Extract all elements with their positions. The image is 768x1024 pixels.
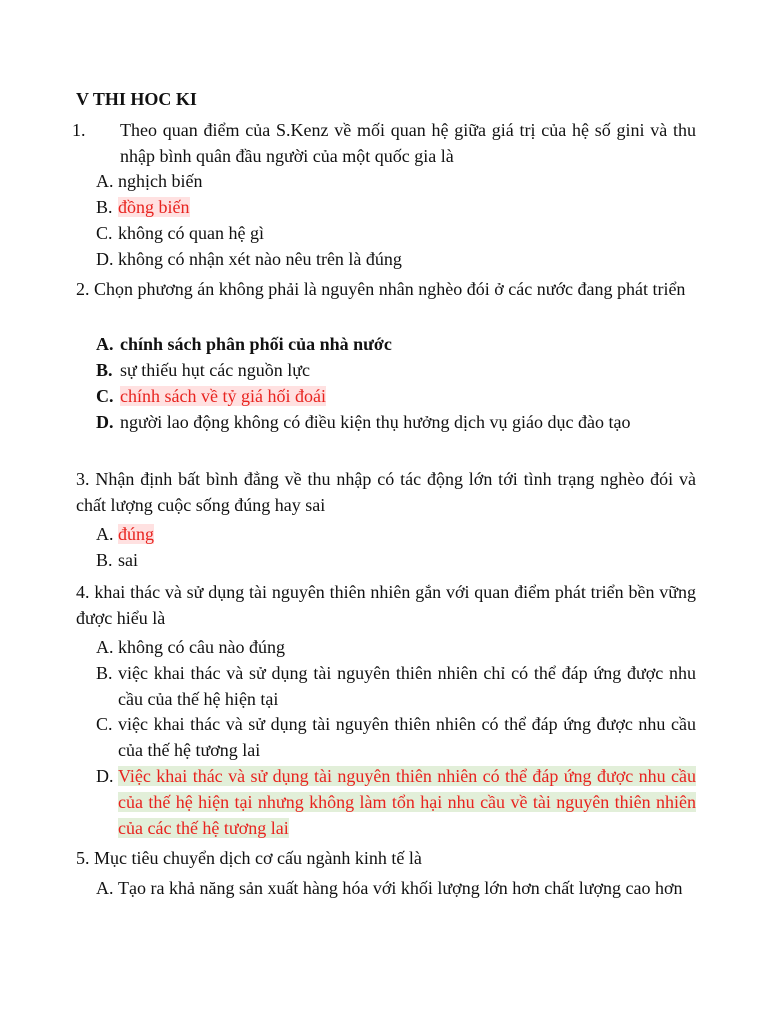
question-text: Nhận định bất bình đẳng về thu nhập có tác động lớn tới tình trạng nghèo đói và chất lượng cuộc sống đúng hay sai: [76, 469, 696, 515]
question-4-option-d: D. Việc khai thác và sử dụng tài nguyên thiên nhiên có thể đáp ứng được nhu cầu của thế hệ hiện tại nhưng không làm tổn hại nhu cầu về tài nguyên thiên nhiên của các thế hệ tương lai: [96, 766, 696, 838]
question-5: [76, 845, 696, 871]
question-4-option-a: A. không có câu nào đúng: [96, 637, 285, 657]
question-2-option-b: B. sự thiếu hụt các nguồn lực: [96, 360, 310, 380]
question-text: khai thác và sử dụng tài nguyên thiên nhiên gắn với quan điểm phát triển bền vững được hiểu là: [76, 582, 696, 628]
question-1-option-c: C. không có quan hệ gì: [96, 223, 264, 243]
question-number: 3.: [76, 469, 90, 489]
question-2-option-a: A. chính sách phân phối của nhà nước: [96, 334, 392, 354]
question-text: Mục tiêu chuyển dịch cơ cấu ngành kinh tế là: [94, 848, 422, 868]
question-text: Theo quan điểm của S.Kenz về mối quan hệ giữa giá trị của hệ số gini và thu nhập bình quân đầu người của một quốc gia là: [120, 120, 696, 166]
question-number: 2.: [76, 279, 90, 299]
question-number: 4.: [76, 582, 90, 602]
correct-answer: chính sách về tỷ giá hối đoái: [120, 386, 326, 406]
question-1-option-b: B. đồng biến: [96, 197, 190, 217]
question-4-option-c: C. việc khai thác và sử dụng tài nguyên thiên nhiên có thể đáp ứng được nhu cầu của thế hệ tương lai: [96, 714, 696, 760]
question-1-option-d: D. không có nhận xét nào nêu trên là đúng: [96, 249, 402, 269]
question-3-option-a: A. đúng: [96, 524, 154, 544]
correct-answer: đúng: [118, 524, 154, 544]
question-2-option-d: D. người lao động không có điều kiện thụ hưởng dịch vụ giáo dục đào tạo: [96, 412, 631, 432]
question-2-option-c: C. chính sách về tỷ giá hối đoái: [96, 386, 326, 406]
correct-answer: đồng biến: [118, 197, 190, 217]
section-title: V THI HOC KI: [76, 89, 197, 109]
question-3-option-b: B. sai: [96, 550, 138, 570]
correct-answer: Việc khai thác và sử dụng tài nguyên thiên nhiên có thể đáp ứng được nhu cầu của thế hệ hiện tại nhưng không làm tổn hại nhu cầu về tài nguyên thiên nhiên của các thế hệ tương lai: [118, 766, 696, 838]
question-1-option-a: A. nghịch biến: [96, 171, 203, 191]
question-number: 1.: [72, 120, 86, 140]
question-3: [76, 466, 696, 518]
question-1: [72, 117, 696, 169]
question-number: 5.: [76, 848, 90, 868]
question-2: [76, 276, 696, 302]
question-5-option-a: A. Tạo ra khả năng sản xuất hàng hóa với khối lượng lớn hơn chất lượng cao hơn: [96, 878, 683, 898]
question-4: [76, 579, 696, 631]
question-4-option-b: B. việc khai thác và sử dụng tài nguyên thiên nhiên chỉ có thể đáp ứng được nhu cầu của thế hệ hiện tại: [96, 663, 696, 709]
question-text: Chọn phương án không phải là nguyên nhân nghèo đói ở các nước đang phát triển: [94, 279, 686, 299]
